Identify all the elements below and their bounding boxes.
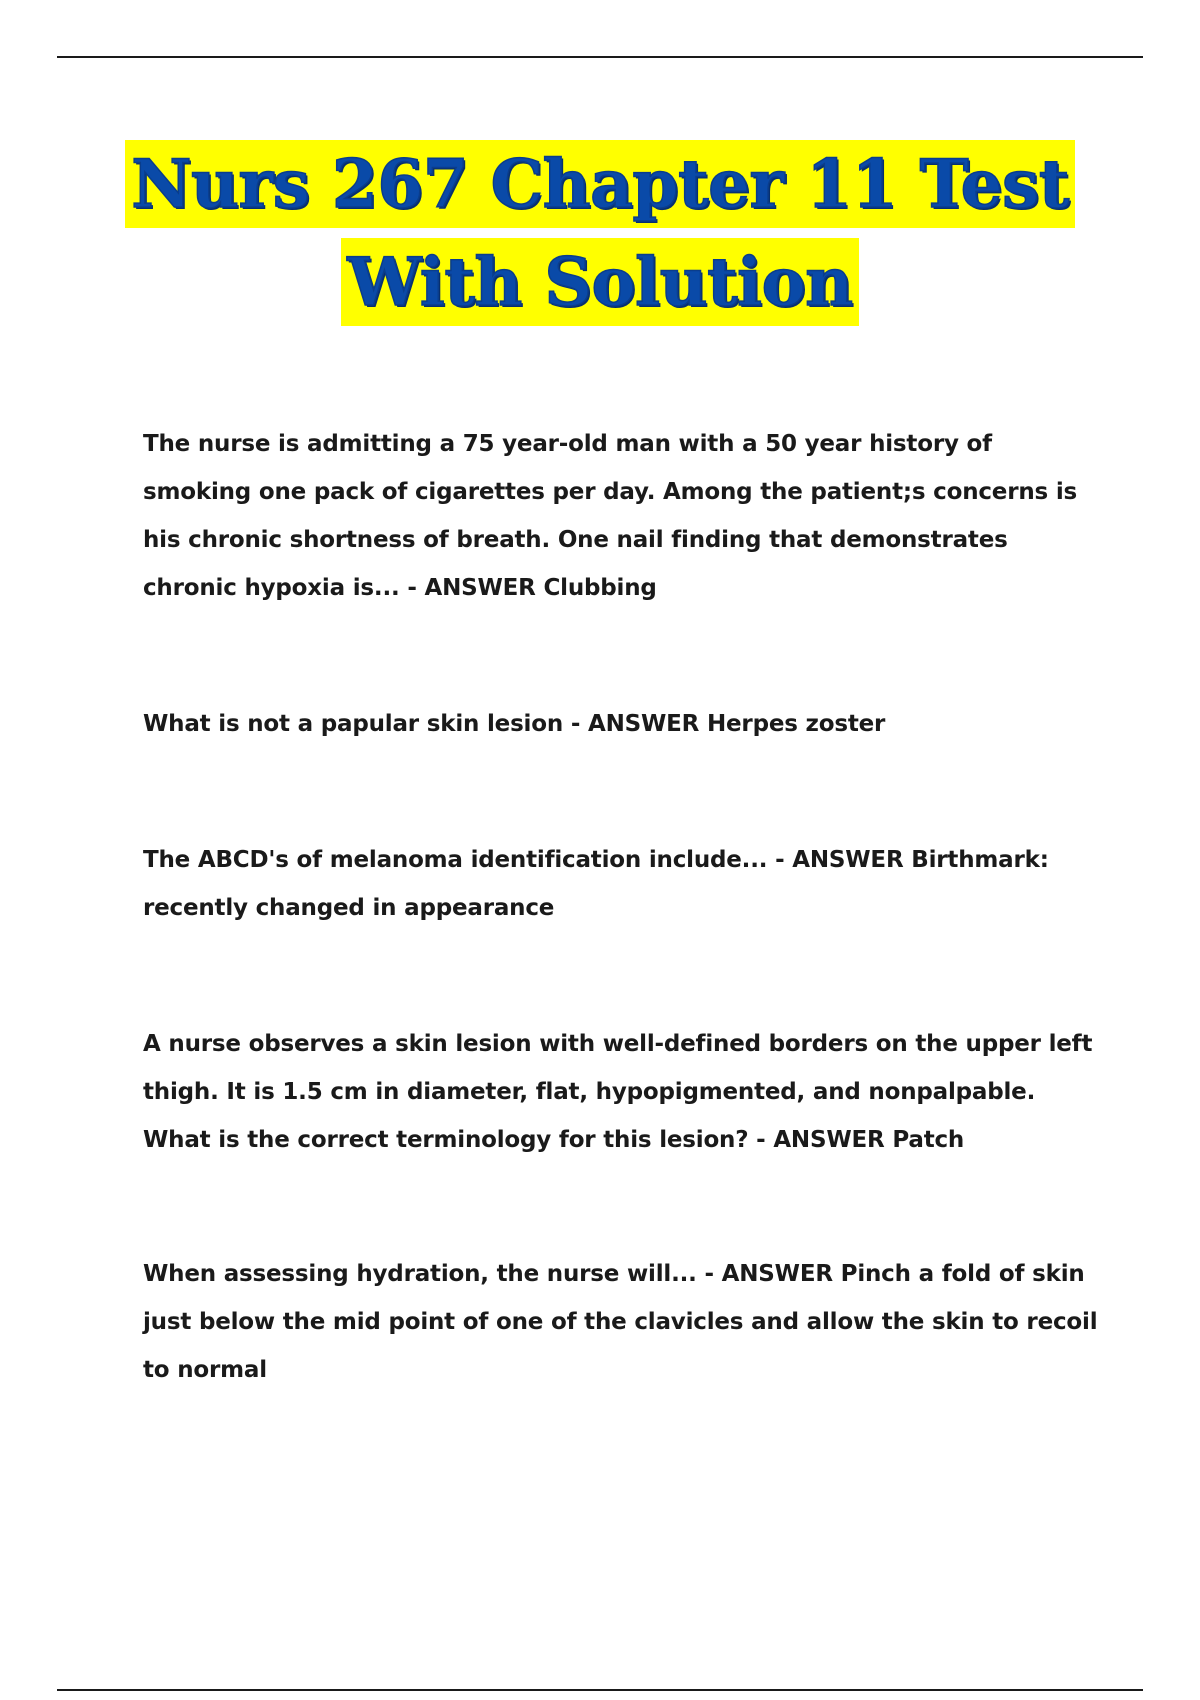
qa-item-1: The nurse is admitting a 75 year-old man with a 50 year history of smoking one pack of cigarettes per day. Among the patient;s concerns is his chronic shortness of breath. One nail finding that demonstrates chronic hypoxia is... - ANSWER Clubbing [143, 431, 1077, 601]
qa-item-5: When assessing hydration, the nurse will... - ANSWER Pinch a fold of skin just below the mid point of one of the clavicles and allow the skin to recoil to normal [143, 1261, 1098, 1383]
qa-item-4: A nurse observes a skin lesion with well-defined borders on the upper left thigh. It is 1.5 cm in diameter, flat, hypopigmented, and nonpalpable. What is the correct terminology for this lesion? - ANSWER Patch [143, 1031, 1093, 1153]
title-line-2: With Solution [341, 238, 858, 326]
qa-item-3: The ABCD's of melanoma identification include... - ANSWER Birthmark: recently changed in appearance [143, 847, 1049, 921]
document-title [0, 140, 1200, 336]
title-line-1: Nurs 267 Chapter 11 Test [125, 140, 1075, 228]
bottom-rule [57, 1689, 1143, 1691]
qa-item-2: What is not a papular skin lesion - ANSWER Herpes zoster [143, 711, 886, 737]
top-rule [57, 56, 1143, 58]
